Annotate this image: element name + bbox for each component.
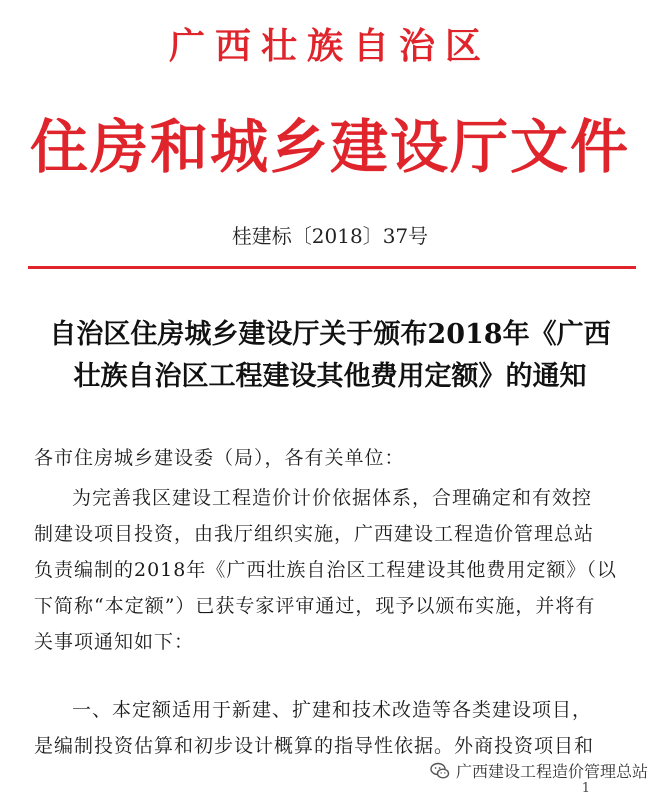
red-divider	[28, 266, 636, 269]
title-line: 壮族自治区工程建设其他费用定额》的通知	[73, 361, 587, 392]
paragraph-line: 制建设项目投资，由我厅组织实施，广西建设工程造价管理总站	[34, 523, 595, 545]
document-number: 桂建标〔2018〕37号	[231, 224, 429, 248]
paragraph-line: 下简称“本定额”）已获专家评审通过，现予以颁布实施，并将有	[34, 595, 596, 617]
paragraph-2	[34, 692, 640, 764]
paragraph-1	[34, 480, 640, 660]
paragraph-line: 关事项通知如下：	[34, 631, 195, 653]
title-line: 自治区住房城乡建设厅关于颁布2018年《广西	[49, 319, 611, 350]
page-number: 1	[581, 781, 590, 796]
wechat-icon	[430, 761, 450, 781]
paragraph-line: 一、本定额适用于新建、扩建和技术改造等各类建设项目，	[72, 699, 593, 721]
wechat-watermark	[430, 759, 648, 782]
issuing-region: 广西壮族自治区	[168, 25, 491, 67]
paragraph-line: 为完善我区建设工程造价计价依据体系，合理确定和有效控	[72, 487, 593, 509]
salutation: 各市住房城乡建设委（局），各有关单位：	[34, 447, 405, 469]
issuing-authority-title: 住房和城乡建设厅文件	[29, 113, 630, 181]
paragraph-line: 是编制投资估算和初步设计概算的指导性依据。外商投资项目和	[34, 735, 595, 757]
watermark-text: 广西建设工程造价管理总站	[455, 762, 648, 781]
paragraph-line: 负责编制的2018年《广西壮族自治区工程建设其他费用定额》（以	[34, 559, 617, 581]
document-title	[20, 314, 640, 398]
